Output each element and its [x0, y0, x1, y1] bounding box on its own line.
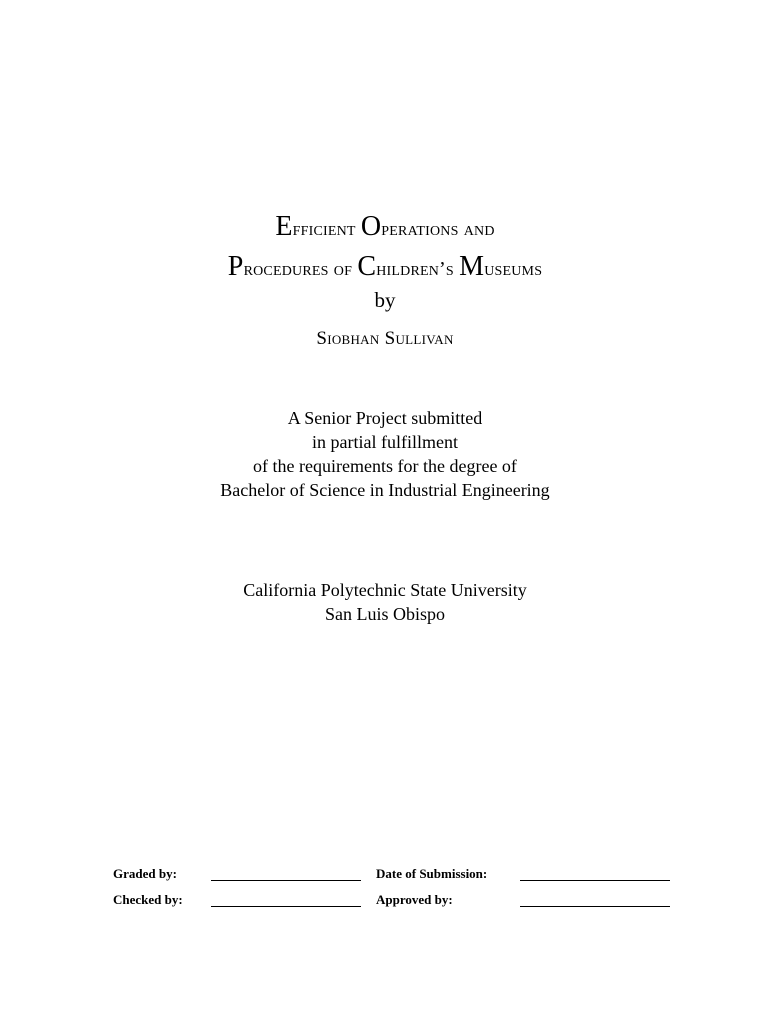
graded-by-label: Graded by: — [113, 866, 177, 881]
date-of-submission-line — [520, 880, 670, 881]
university-name: California Polytechnic State University — [243, 580, 527, 600]
approved-by-label: Approved by: — [376, 892, 453, 907]
title-initial: P — [227, 251, 244, 282]
submission-statement — [0, 406, 770, 502]
title-initial: E — [275, 211, 293, 242]
title-word: rocedures of — [243, 258, 358, 280]
submission-line-4: Bachelor of Science in Industrial Engineering — [220, 480, 550, 500]
title-line-2 — [0, 248, 770, 288]
by-line: by — [374, 288, 396, 312]
title-word: fficient — [292, 218, 361, 240]
title-initial: M — [459, 251, 485, 282]
submission-line-2: in partial fulfillment — [312, 432, 458, 452]
graded-by-signature-line — [211, 880, 361, 881]
approved-by-signature-line — [520, 906, 670, 907]
document-title — [0, 208, 770, 288]
date-of-submission-label: Date of Submission: — [376, 866, 488, 881]
title-line-1 — [0, 208, 770, 248]
title-initial: C — [357, 251, 377, 282]
university-block — [0, 578, 770, 626]
checked-by-signature-line — [211, 906, 361, 907]
title-word: hildren’s — [376, 258, 460, 280]
submission-line-3: of the requirements for the degree of — [253, 456, 517, 476]
submission-line-1: A Senior Project submitted — [287, 408, 483, 428]
university-city: San Luis Obispo — [324, 604, 445, 624]
title-word: useums — [484, 258, 543, 280]
checked-by-label: Checked by: — [113, 892, 183, 907]
title-word: perations and — [381, 218, 495, 240]
title-initial: O — [360, 211, 382, 242]
author-name: Siobhan Sullivan — [316, 328, 454, 349]
